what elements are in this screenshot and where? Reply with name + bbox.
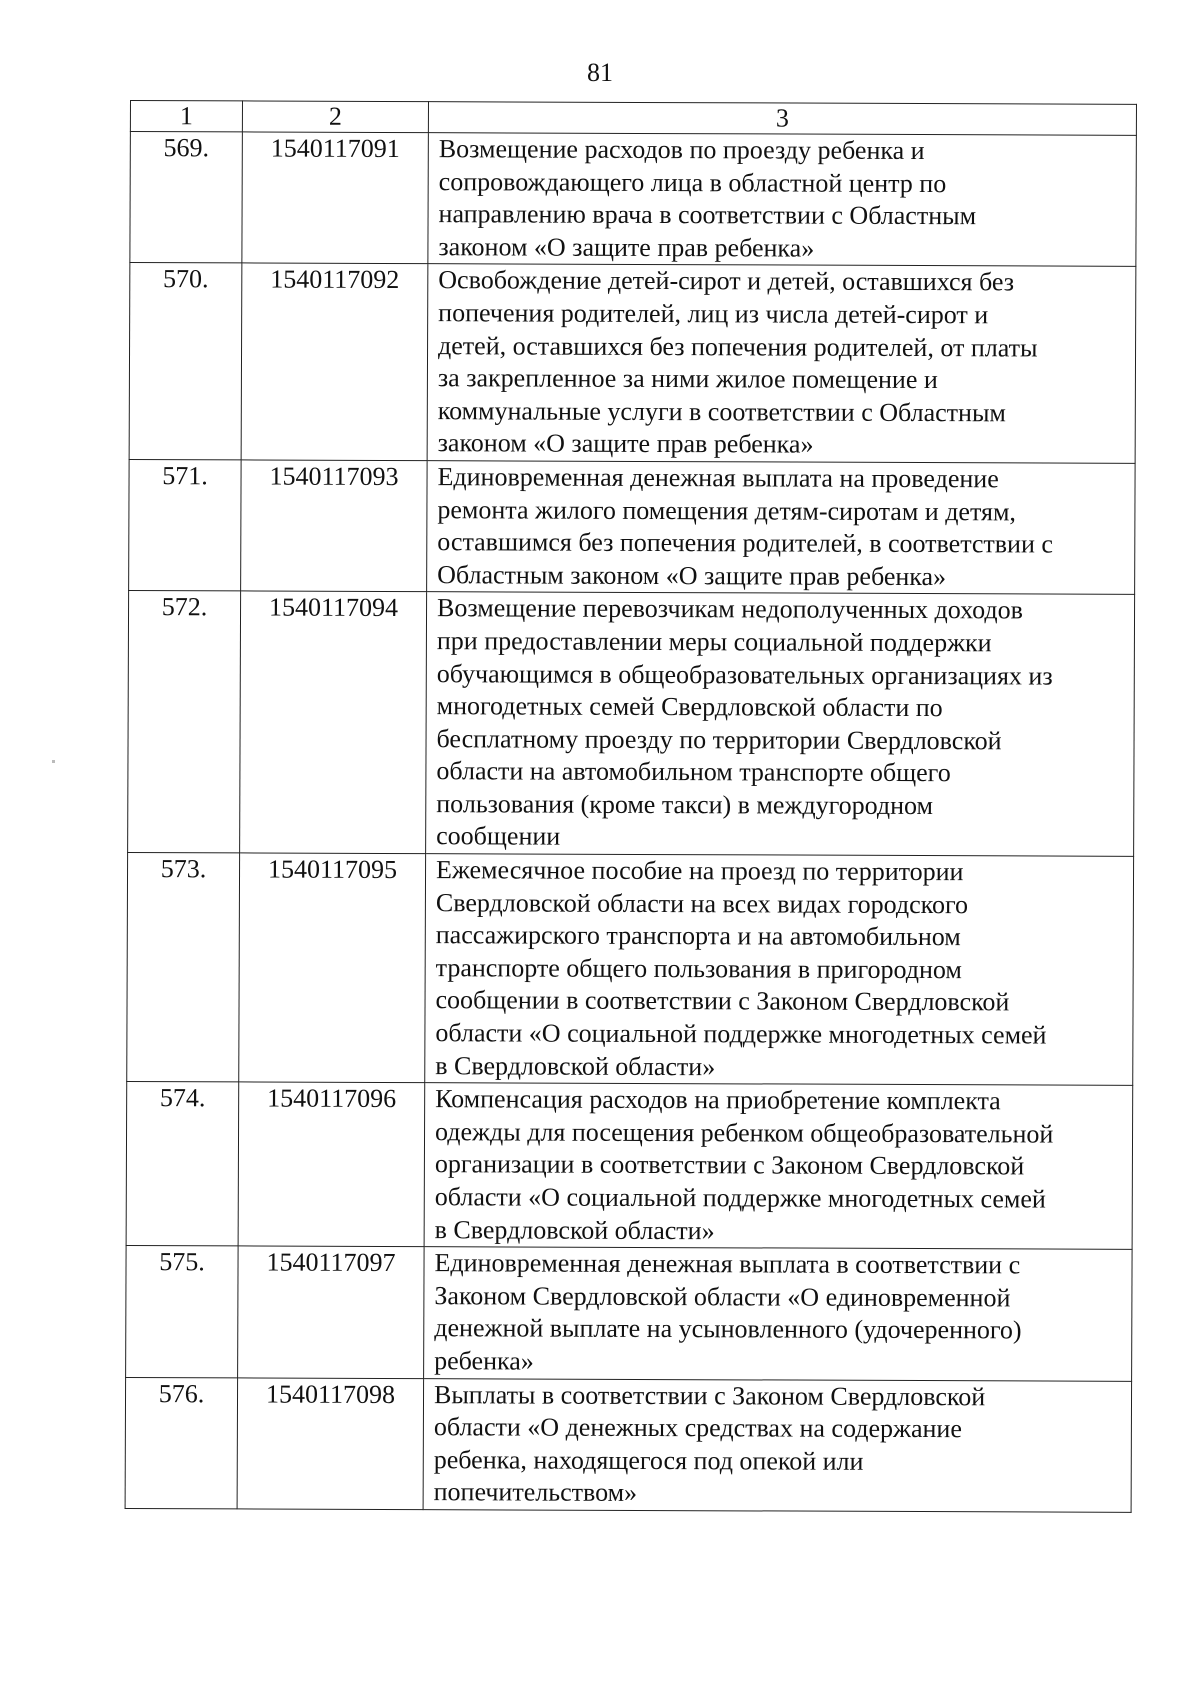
description-line: сообщении [436,821,561,852]
description-line: за закрепленное за ними жилое помещение и [437,363,938,395]
description-line: организации в соответствии с Законом Свердловской [434,1149,1025,1181]
table-header-row [130,101,1136,136]
description-line: Единовременная денежная выплата в соответствии с [434,1248,1021,1280]
description-line: Компенсация расходов на приобретение комплекта [435,1084,1001,1116]
description-line: бесплатному проезду по территории Свердловской [436,723,1002,756]
description-line: Возмещение перевозчикам недополученных доходов [436,593,1023,625]
description-line: попечения родителей, лиц из числа детей-сирот и [438,298,989,330]
row-code: 1540117098 [237,1377,424,1509]
description-line: законом «О защите прав ребенка» [437,428,814,459]
row-code: 1540117095 [239,853,426,1083]
row-description [427,461,1135,595]
description-line: Ежемесячное пособие на проезд по территории [435,855,964,887]
table-row [130,132,1136,267]
table-row [126,1082,1133,1250]
row-number: 576. [125,1377,238,1509]
description-line: пользования (кроме такси) в междугородном [436,789,934,820]
description-line: в Свердловской области» [434,1214,715,1245]
row-description [424,1247,1132,1381]
description-line: многодетных семей Свердловской области по [436,691,943,723]
row-code: 1540117097 [238,1246,425,1378]
description-line: транспорте общего пользования в пригородном [435,953,962,985]
description-line: области «О социальной поддержке многодетных семей [434,1182,1046,1214]
row-code: 1540117094 [240,591,427,853]
table-row [129,263,1136,463]
description-line: денежной выплате на усыновленного (удочеренного) [434,1313,1022,1345]
description-line: области «О социальной поддержке многодетных семей [435,1018,1047,1050]
description-line: законом «О защите прав ребенка» [438,231,815,263]
row-number: 575. [126,1246,239,1378]
row-number: 574. [126,1082,239,1246]
description-line: оставшимся без попечения родителей, в соответствии с [437,527,1054,559]
row-code: 1540117091 [242,132,429,264]
description-line: ребенка» [434,1346,534,1376]
description-line: детей, оставшихся без попечения родителей, от платы [438,330,1038,363]
page-number: 81 [587,58,613,87]
description-line: обучающимся в общеобразовательных организациях из [436,658,1053,691]
table-body [125,132,1136,1513]
description-line: ремонта жилого помещения детям-сиротам и детям, [437,494,1016,526]
description-line: направлению врача в соответствии с Областным [438,199,977,231]
row-number: 570. [129,263,242,460]
description-line: области на автомобильном транспорте общего [436,756,951,788]
row-number: 573. [127,853,240,1083]
row-description [423,1378,1131,1512]
row-code: 1540117096 [238,1082,425,1247]
row-description [424,1083,1133,1250]
description-line: Выплаты в соответствии с Законом Свердловской [433,1379,986,1411]
header-col-3: 3 [428,102,1136,136]
row-description [426,592,1135,856]
row-number: 571. [129,459,242,591]
description-line: Единовременная денежная выплата на проведение [437,462,999,494]
row-description [427,264,1136,463]
header-col-2: 2 [242,101,428,133]
row-code: 1540117093 [241,460,428,592]
description-line: попечительством» [433,1477,638,1508]
row-description [428,133,1136,267]
table-row [127,853,1134,1086]
row-number: 569. [130,132,243,264]
description-line: коммунальные услуги в соответствии с Областным [437,395,1006,428]
description-line: сообщении в соответствии с Законом Свердловской [435,985,1010,1017]
description-line: Областным законом «О защите прав ребенка» [437,559,947,591]
description-line: при предоставлении меры социальной поддержки [436,626,992,658]
description-line: пассажирского транспорта и на автомобильном [435,920,961,952]
row-number: 572. [128,591,241,853]
description-line: в Свердловской области» [435,1050,716,1081]
description-line: Освобождение детей-сирот и детей, оставшихся без [438,265,1015,297]
table-row [128,591,1135,857]
table-row [126,1246,1132,1381]
header-col-1: 1 [130,101,242,132]
description-line: сопровождающего лица в областной центр по [438,166,947,198]
description-line: Законом Свердловской области «О единовременной [434,1280,1011,1313]
table-row [129,459,1135,594]
description-line: области «О денежных средствах на содержание [433,1412,962,1444]
table-row [125,1377,1131,1512]
row-code: 1540117092 [241,263,428,460]
description-line: ребенка, находящегося под опекой или [433,1444,864,1476]
budget-code-table [125,100,1137,1513]
description-line: одежды для посещения ребенком общеобразовательной [434,1116,1054,1149]
description-line: Возмещение расходов по проезду ребенка и [438,134,925,166]
scan-speck [52,760,55,763]
row-description [425,854,1134,1086]
description-line: Свердловской области на всех видах городского [435,887,969,919]
